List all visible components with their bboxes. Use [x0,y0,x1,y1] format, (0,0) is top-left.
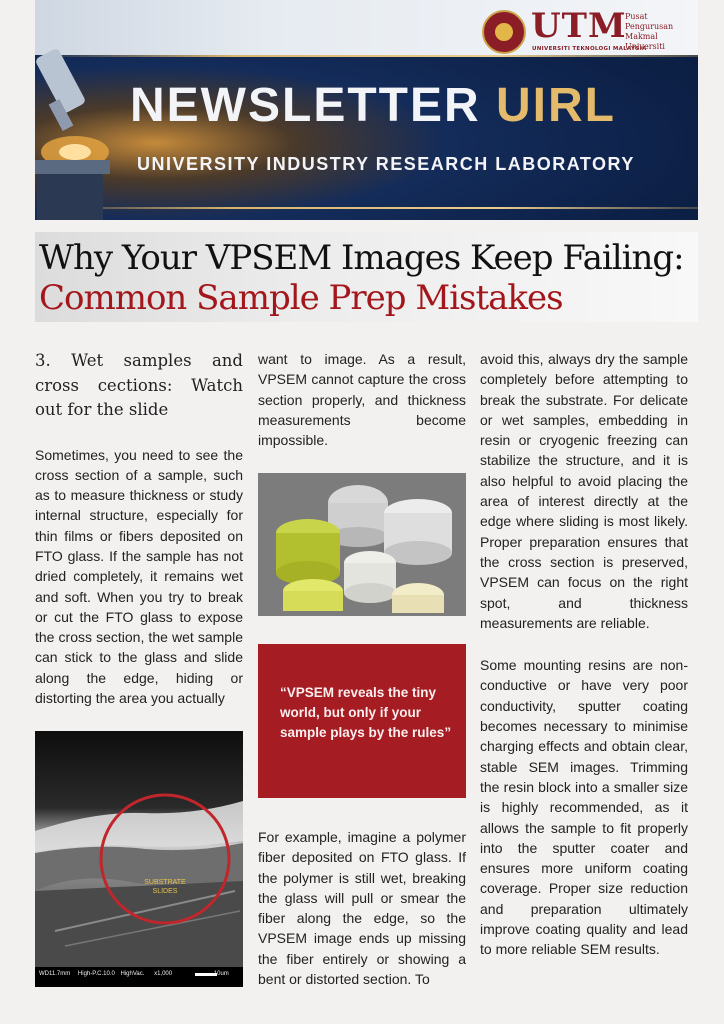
newsletter-subtitle: UNIVERSITY INDUSTRY RESEARCH LABORATORY [137,154,635,174]
banner-divider-top [35,55,698,57]
utm-unit-line2: Makmal Universiti [625,32,665,51]
sem-info-mag: x1,000 [154,971,173,977]
microscope-illustration [35,40,120,220]
article-column-2-bottom [258,827,466,989]
banner-divider-bottom [35,207,698,209]
sem-info-pc: High-P.C.10.0 [77,971,115,977]
pull-quote-box [258,644,466,798]
resin-samples-photo [258,473,466,616]
sem-annotation [135,878,195,896]
sem-annotation-line1: SUBSTRATE [144,879,186,886]
col3-paragraph-1: avoid this, always dry the sample completely before attempting to break the substrate. For delicate or wet samples, embedding in resin or cryogenic freezing can stabilize the structure, and it is also helpful to avoid placing the area of interest directly at the edge where sliding is most likely. Proper preparation ensures that the cross section is preserved, VPSEM can focus on the right spot, and thickness measurements are reliable. [480,351,688,631]
article-column-2-top [258,349,466,450]
sem-info-vac: HighVac. [120,971,145,977]
newsletter-title [130,78,616,133]
headline-line2: Common Sample Prep Mistakes [39,278,563,318]
col1-paragraph: Sometimes, you need to see the cross section of a sample, such as to measure thickness or study internal structure, especially for thin films or fibers deposited on FTO glass. If the sample has not dried completely, it remains wet and soft. When you try to break or cut the FTO glass to expose the cross section, the wet sample can stick to the glass and slide along the edge, hiding or distorting the area you actually [35,446,243,707]
sem-image-graphic [35,731,243,987]
newsletter-title-main: NEWSLETTER [130,79,496,132]
sem-info-wd: WD11.7mm [39,971,71,977]
article-column-3 [480,349,688,960]
col3-paragraph-2: Some mounting resins are non-conductive or have very poor conductivity, sputter coating becomes necessary to minimise charging effects and obtain clear, stable SEM images. Trimming the resin block into a smaller size is highly recommended, as it allows the sample to fit properly into the sputter coater and ensures more uniform coating coverage. Proper size reduction and preparation ultimately improve coating quality and lead to more reliable SEM results. [480,657,688,958]
resin-samples-graphic [258,473,466,616]
col2-paragraph-1: want to image. As a result, VPSEM cannot capture the cross section properly, and thickness measurements become impossible. [258,351,466,449]
utm-logo-text: UTM [531,6,627,46]
newsletter-title-accent: UIRL [496,79,616,132]
col2-paragraph-2: For example, imagine a polymer fiber deposited on FTO glass. If the polymer is still wet, breaking the glass will pull or smear the fiber along the edge, so the VPSEM image ends up missing the fiber entirely or showing a bent or distorted section. To [258,829,466,988]
sem-info-scale: 10um [213,971,229,977]
headline-bar [35,232,698,322]
sem-cross-section-image [35,731,243,987]
sem-annotation-line2: SLIDES [152,888,178,895]
headline-line1: Why Your VPSEM Images Keep Failing: [39,238,684,278]
utm-unit-line1: Pusat Pengurusan [625,12,674,31]
newsletter-banner [35,0,698,220]
section-heading: 3. Wet samples and cross cections: Watch out for the slide [35,351,243,419]
article-column-1 [35,349,243,708]
pull-quote-text: “VPSEM reveals the tiny world, but only if your sample plays by the rules” [280,685,452,740]
utm-logo-subtext: UNIVERSITI TEKNOLOGI MALAYSIA [532,46,647,52]
utm-emblem-icon [482,10,526,54]
utm-unit-name [625,12,695,52]
sem-info-bar [39,971,243,977]
